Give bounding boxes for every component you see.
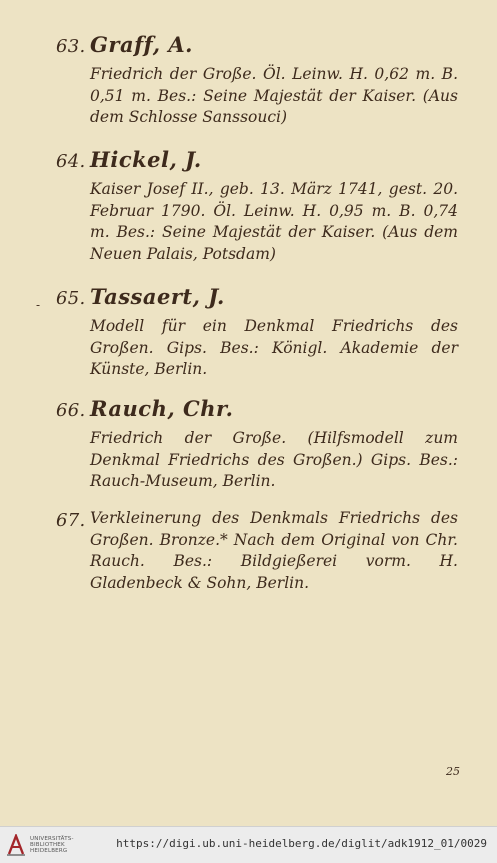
page-number: 25 — [446, 765, 460, 778]
entry-number: 64. — [56, 151, 86, 172]
entry-number: 66. — [56, 400, 86, 421]
artist-name: Graff, A. — [90, 32, 193, 57]
entry-description: Verkleinerung des Denkmals Friedrichs des Großen. Bronze.* Nach dem Original von Chr. Rauch. Bes.: Bildgießerei vorm. H. Gladenbeck & Sohn, Berlin. — [90, 509, 458, 592]
logo-line: BIBLIOTHEK — [30, 842, 65, 849]
entry-description: Kaiser Josef II., geb. 13. März 1741, gest. 20. Februar 1790. Öl. Leinw. H. 0,95 m. B. 0,74 m. Bes.: Seine Majestät der Kaiser. (Aus dem Neuen Palais, Potsdam) — [90, 180, 458, 263]
library-logo-icon[interactable] — [6, 834, 26, 856]
artist-name: Hickel, J. — [90, 147, 202, 172]
entry-number: 63. — [56, 36, 86, 57]
logo-line: UNIVERSITÄTS- — [30, 836, 74, 842]
margin-mark: - — [36, 298, 41, 312]
library-logo-text — [30, 836, 74, 855]
viewer-footer — [0, 826, 497, 863]
artist-name: Rauch, Chr. — [90, 396, 234, 421]
entry-number: 65. — [56, 288, 86, 309]
entry-description: Friedrich der Große. (Hilfsmodell zum Denkmal Friedrichs des Großen.) Gips. Bes.: Rauch-Museum, Berlin. — [90, 429, 458, 490]
entry-description: Friedrich der Große. Öl. Leinw. H. 0,62 m. B. 0,51 m. Bes.: Seine Majestät der Kaiser. (Aus dem Schlosse Sanssouci) — [90, 65, 458, 126]
entry-description: Modell für ein Denkmal Friedrichs des Großen. Gips. Bes.: Königl. Akademie der Künste, Berlin. — [90, 317, 458, 378]
artist-name: Tassaert, J. — [90, 284, 225, 309]
source-url-link[interactable]: https://digi.ub.uni-heidelberg.de/diglit/adk1912_01/0029 — [116, 837, 487, 850]
logo-line: HEIDELBERG — [30, 848, 68, 855]
entry-number: 67. — [56, 510, 86, 531]
